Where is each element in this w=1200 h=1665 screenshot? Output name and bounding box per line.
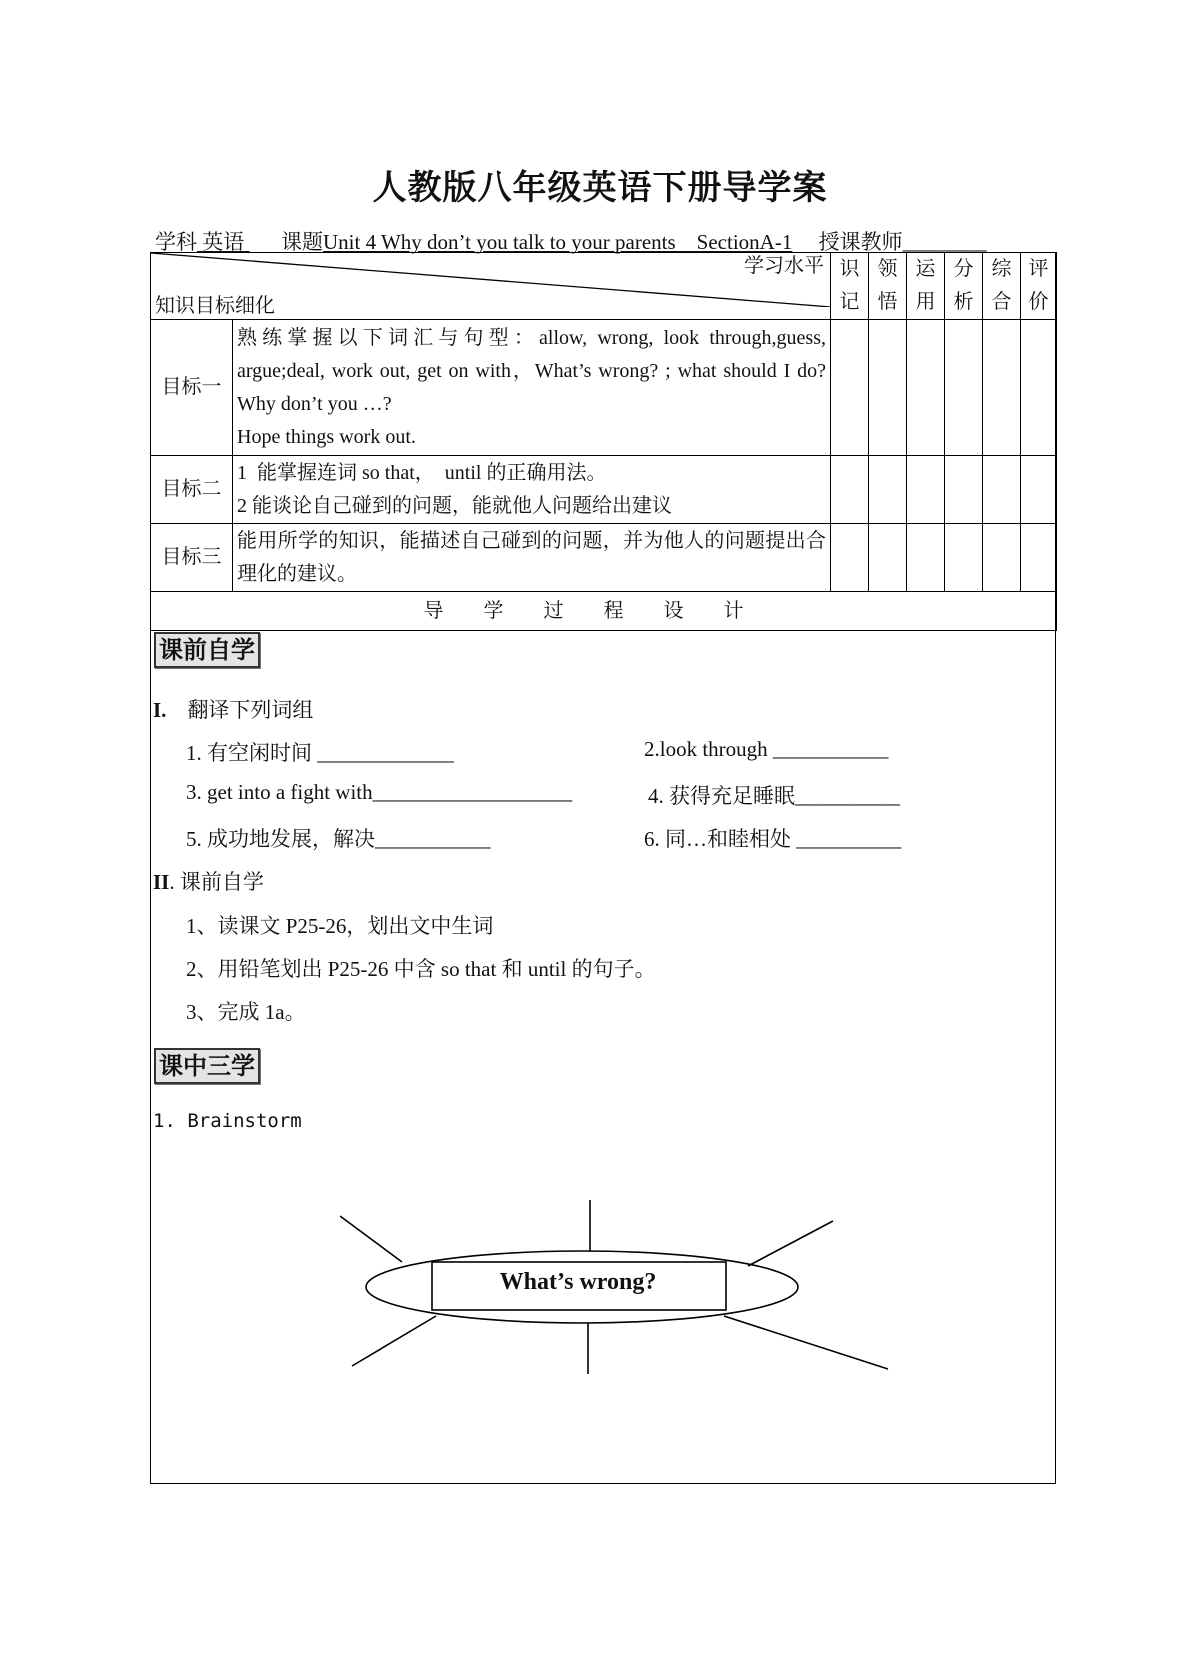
exercise-item-6: 6. 同…和睦相处 __________ [644,827,902,851]
goal-3-level-cell [907,524,945,592]
goal-label-1: 目标一 [151,320,233,456]
task-3: 3、完成 1a。 [186,1000,306,1024]
goal-label-3: 目标三 [151,524,233,592]
goal-2-level-cell [983,456,1021,524]
level-analyze: 分 析 [945,253,983,320]
goal-1-level-cell [1021,320,1057,456]
goal-1-level-cell [983,320,1021,456]
goal-3-level-cell [945,524,983,592]
objectives-table [150,252,1057,631]
goal-1-level-cell [907,320,945,456]
brainstorm-label: 1. Brainstorm [153,1110,302,1132]
level-comprehend: 领 悟 [869,253,907,320]
subject-label: 学科 [155,230,197,254]
goal-row-2 [151,456,1057,524]
task-1: 1、读课文 P25-26，划出文中生词 [186,914,494,938]
diagram-spoke [352,1316,436,1366]
part-2-title: II. 课前自学 [153,870,264,894]
goal-2-level-cell [945,456,983,524]
goal-1-level-cell [869,320,907,456]
task-2: 2、用铅笔划出 P25-26 中含 so that 和 until 的句子。 [186,957,656,981]
level-evaluate: 评 价 [1021,253,1057,320]
goal-2-level-cell [907,456,945,524]
goal-content-1: 熟练掌握以下词汇与句型：allow, wrong, look through,guess, argue;deal, work out, get on with，What’s wrong? ; what should I do? Why don’t you …? Hope things work out. [233,320,831,456]
topic-value: Unit 4 Why don’t you talk to your parents SectionA-1 [323,230,793,254]
teacher-blank: ________ [902,230,987,254]
goal-row-3 [151,524,1057,592]
exercise-item-3: 3. get into a fight with___________________ [186,780,573,804]
header-learning-level: 学习水平 [744,255,824,277]
goal-1-level-cell [945,320,983,456]
diagram-spoke [724,1316,888,1369]
exercise-item-4: 4. 获得充足睡眠__________ [648,784,900,808]
header-knowledge-goals: 知识目标细化 [155,295,275,317]
goal-2-level-cell [869,456,907,524]
diagram-spoke [340,1216,402,1262]
process-title: 导学过程设计 [151,592,1057,631]
goal-3-level-cell [869,524,907,592]
section-heading-pre-study: 课前自学 [154,632,260,668]
page-title: 人教版八年级英语下册导学案 [372,170,828,207]
goal-3-level-cell [983,524,1021,592]
process-title-row [151,592,1057,631]
exercise-item-5: 5. 成功地发展，解决___________ [186,827,491,851]
exercise-item-1: 1. 有空闲时间 _____________ [186,741,454,765]
table-header-row [151,253,1057,320]
level-synthesize: 综 合 [983,253,1021,320]
part-1-title: I. 翻译下列词组 [153,698,314,722]
teacher-label: 授课教师 [818,230,903,254]
goal-content-2: 1 能掌握连词 so that， until 的正确用法。 2 能谈论自己碰到的问题，能就他人问题给出建议 [233,456,831,524]
goal-row-1 [151,320,1057,456]
section-heading-in-class: 课中三学 [154,1048,260,1084]
goal-2-level-cell [831,456,869,524]
level-memorize: 识 记 [831,253,869,320]
goal-3-level-cell [831,524,869,592]
diagram-center-label: What’s wrong? [499,1269,657,1295]
level-apply: 运 用 [907,253,945,320]
diagram-spoke [748,1221,833,1266]
goal-3-level-cell [1021,524,1057,592]
goal-2-level-cell [1021,456,1057,524]
diagonal-header-cell [151,253,831,320]
topic-label: 课题 [281,230,323,254]
subject-value: 英语 [202,230,245,254]
exercise-item-2: 2.look through ___________ [644,737,889,761]
goal-label-2: 目标二 [151,456,233,524]
goal-content-3: 能用所学的知识，能描述自己碰到的问题，并为他人的问题提出合理化的建议。 [233,524,831,592]
goal-1-level-cell [831,320,869,456]
